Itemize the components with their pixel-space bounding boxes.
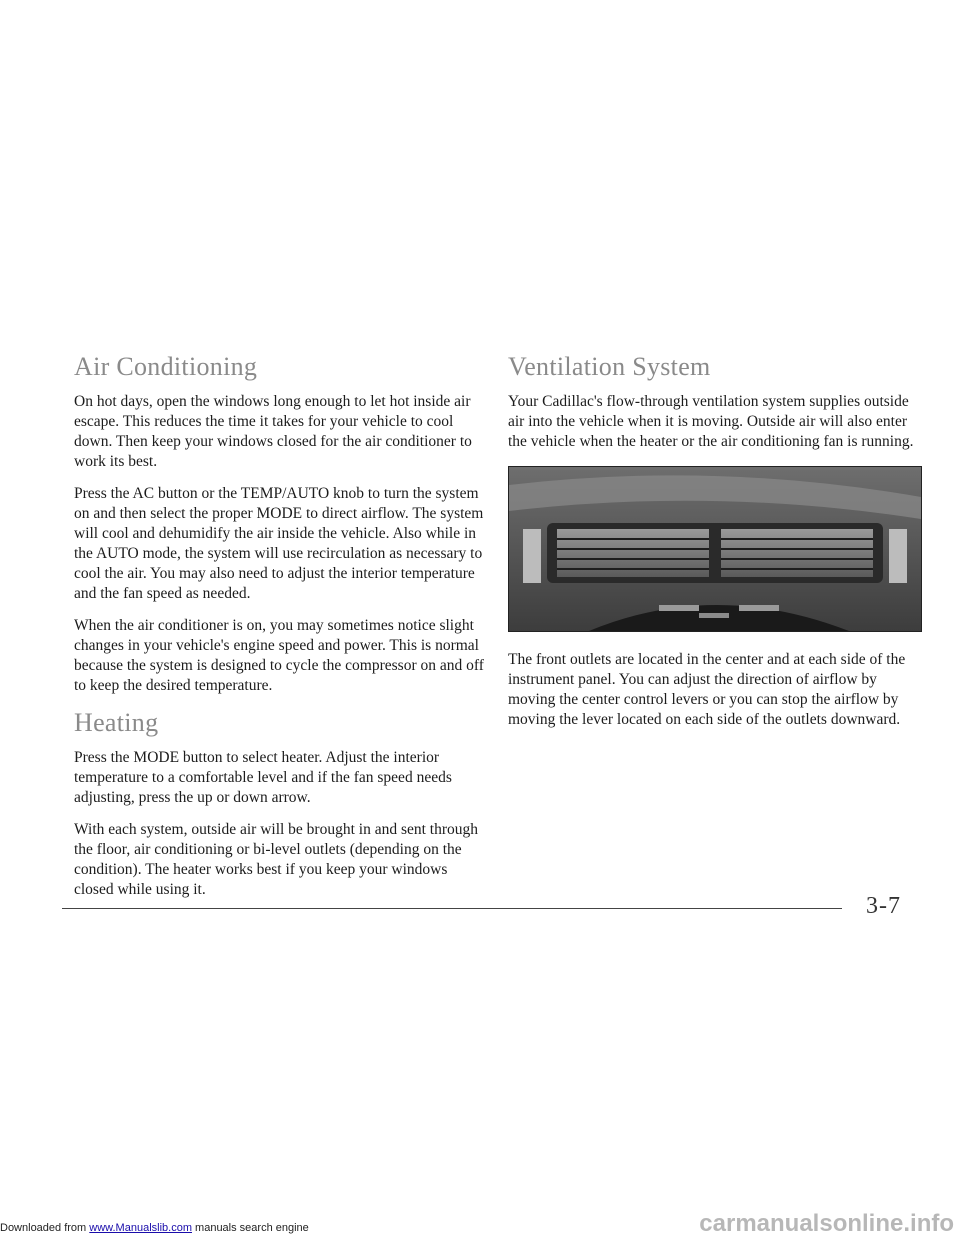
footer-rule [62,908,842,909]
air-conditioning-paragraph-2: Press the AC button or the TEMP/AUTO knob to turn the system on and then select the proper MODE to direct airflow. The system will cool and dehumidify the air inside the vehicle. Also while in the AUTO mode, the system will use recirculation as necessary to cool the air. You may also need to adjust the interior temperature and the fan speed as needed. [74,485,484,602]
air-conditioning-section [74,352,484,696]
ventilation-system-heading: Ventilation System [508,352,711,381]
ventilation-paragraph-2: The front outlets are located in the center and at each side of the instrument panel. You can adjust the direction of airflow by moving the center control levers or you can stop the airflow by moving the lever located on each side of the outlets downward. [508,651,906,728]
air-vent-illustration [509,467,921,631]
download-banner [0,1222,309,1234]
manualslib-link[interactable]: www.Manualslib.com [89,1222,192,1234]
page-number: 3-7 [866,893,901,919]
air-conditioning-paragraph-1: On hot days, open the windows long enough to let hot inside air escape. This reduces the time it takes for your vehicle to cool down. Then keep your windows closed for the air conditioner to work its best. [74,393,472,470]
heating-paragraph-1: Press the MODE button to select heater. Adjust the interior temperature to a comfortable level and if the fan speed needs adjusting, press the up or down arrow. [74,749,452,806]
air-conditioning-paragraph-3: When the air conditioner is on, you may sometimes notice slight changes in your vehicle's engine speed and power. This is normal because the system is designed to cycle the compressor on and off to keep the desired temperature. [74,617,484,694]
download-banner-prefix: Downloaded from [0,1222,90,1234]
left-column [74,352,484,912]
right-column [508,352,928,742]
air-conditioning-heading: Air Conditioning [74,352,258,381]
ventilation-system-section [508,352,928,730]
heating-section [74,708,484,900]
ventilation-paragraph-1: Your Cadillac's flow-through ventilation system supplies outside air into the vehicle when it is moving. Outside air will also enter the vehicle when the heater or the air conditioning fan is running. [508,393,914,450]
download-banner-suffix: manuals search engine [191,1222,309,1234]
heating-heading: Heating [74,708,159,737]
heating-paragraph-2: With each system, outside air will be brought in and sent through the floor, air conditioning or bi-level outlets (depending on the condition). The heater works best if you keep your windows closed while using it. [74,821,479,898]
air-vent-photo [508,466,922,632]
watermark: carmanualsonline.info [699,1210,954,1237]
